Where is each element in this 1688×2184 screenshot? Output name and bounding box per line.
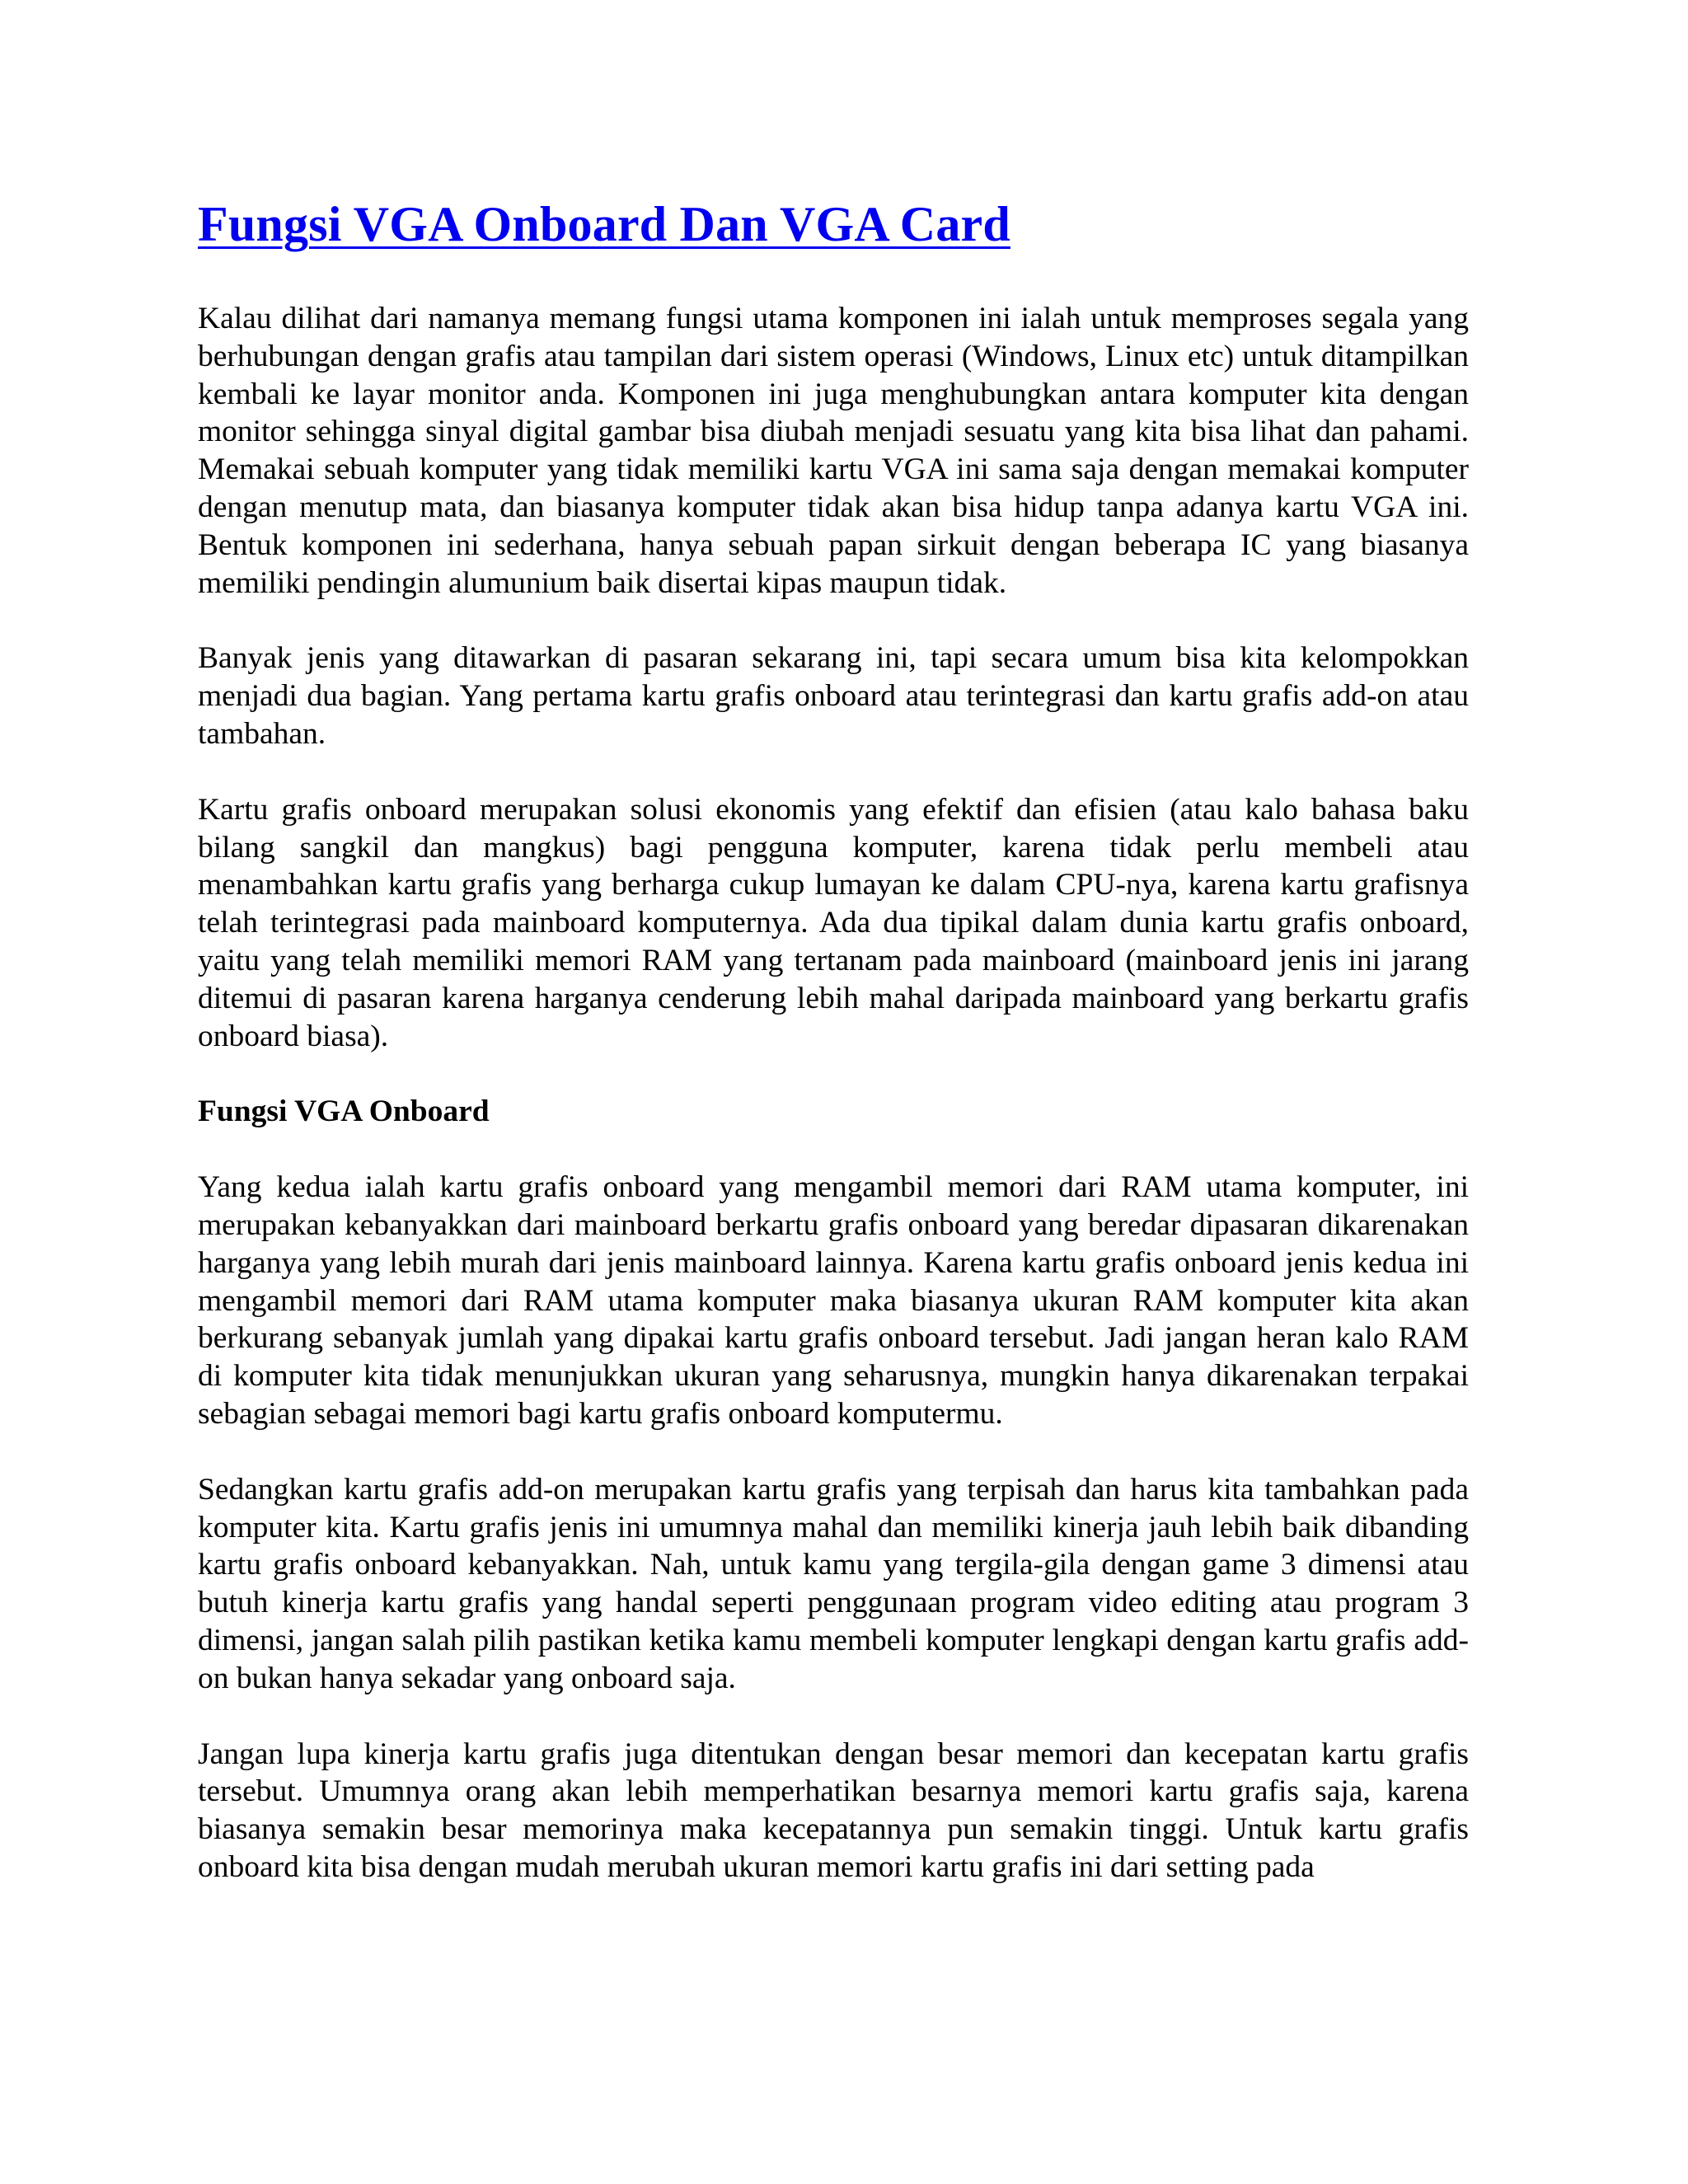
paragraph-addon: Sedangkan kartu grafis add-on merupakan kartu grafis yang terpisah dan harus kita tambahkan pada komputer kita. Kartu grafis jenis ini umumnya mahal dan memiliki kinerja jauh lebih baik dibanding kartu grafis onboard kebanyakkan. Nah, untuk kamu yang tergila-gila dengan game 3 dimensi atau butuh kinerja kartu grafis yang handal seperti penggunaan program video editing atau program 3 dimensi, jangan salah pilih pastikan ketika kamu membeli komputer lengkapi dengan kartu grafis add-on bukan hanya sekadar yang onboard saja. — [198, 1472, 1469, 1695]
document-body — [198, 188, 1469, 1886]
section-heading: Fungsi VGA Onboard — [198, 1094, 490, 1129]
document-title — [198, 188, 1469, 260]
paragraph-intro: Kalau dilihat dari namanya memang fungsi utama komponen ini ialah untuk memproses segala yang berhubungan dengan grafis atau tampilan dari sistem operasi (Windows, Linux etc) untuk ditampilkan kembali ke layar monitor anda. Komponen ini juga menghubungkan antara komputer kita dengan monitor sehingga sinyal digital gambar bisa diubah menjadi sesuatu yang kita bisa lihat dan pahami. Memakai sebuah komputer yang tidak memiliki kartu VGA ini sama saja dengan memakai komputer dengan menutup mata, dan biasanya komputer tidak akan bisa hidup tanpa adanya kartu VGA ini. Bentuk komponen ini sederhana, hanya sebuah papan sirkuit dengan beberapa IC yang biasanya memiliki pendingin alumunium baik disertai kipas maupun tidak. — [198, 302, 1469, 600]
paragraph-performance: Jangan lupa kinerja kartu grafis juga ditentukan dengan besar memori dan kecepatan kartu grafis tersebut. Umumnya orang akan lebih memperhatikan besarnya memori kartu grafis saja, karena biasanya semakin besar memorinya maka kecepatannya pun semakin tinggi. Untuk kartu grafis onboard kita bisa dengan mudah merubah ukuran memori kartu grafis ini dari setting pada — [198, 1736, 1469, 1884]
title-link[interactable]: Fungsi VGA Onboard Dan VGA Card — [198, 197, 1010, 251]
paragraph-onboard: Kartu grafis onboard merupakan solusi ekonomis yang efektif dan efisien (atau kalo bahasa baku bilang sangkil dan mangkus) bagi pengguna komputer, karena tidak perlu membeli atau menambahkan kartu grafis yang berharga cukup lumayan ke dalam CPU-nya, karena kartu grafisnya telah terintegrasi pada mainboard komputernya. Ada dua tipikal dalam dunia kartu grafis onboard, yaitu yang telah memiliki memori RAM yang tertanam pada mainboard (mainboard jenis ini jarang ditemui di pasaran karena harganya cenderung lebih mahal daripada mainboard yang berkartu grafis onboard biasa). — [198, 792, 1469, 1053]
paragraph-onboard-shared-ram: Yang kedua ialah kartu grafis onboard yang mengambil memori dari RAM utama komputer, ini merupakan kebanyakkan dari mainboard berkartu grafis onboard yang beredar dipasaran dikarenakan harganya yang lebih murah dari jenis mainboard lainnya. Karena kartu grafis onboard jenis kedua ini mengambil memori dari RAM utama komputer maka biasanya ukuran RAM komputer kita akan berkurang sebanyak jumlah yang dipakai kartu grafis onboard tersebut. Jadi jangan heran kalo RAM di komputer kita tidak menunjukkan ukuran yang seharusnya, mungkin hanya dikarenakan terpakai sebagian sebagai memori bagi kartu grafis onboard komputermu. — [198, 1170, 1469, 1431]
paragraph-types: Banyak jenis yang ditawarkan di pasaran sekarang ini, tapi secara umum bisa kita kelompokkan menjadi dua bagian. Yang pertama kartu grafis onboard atau terintegrasi dan kartu grafis add-on atau tambahan. — [198, 641, 1469, 751]
